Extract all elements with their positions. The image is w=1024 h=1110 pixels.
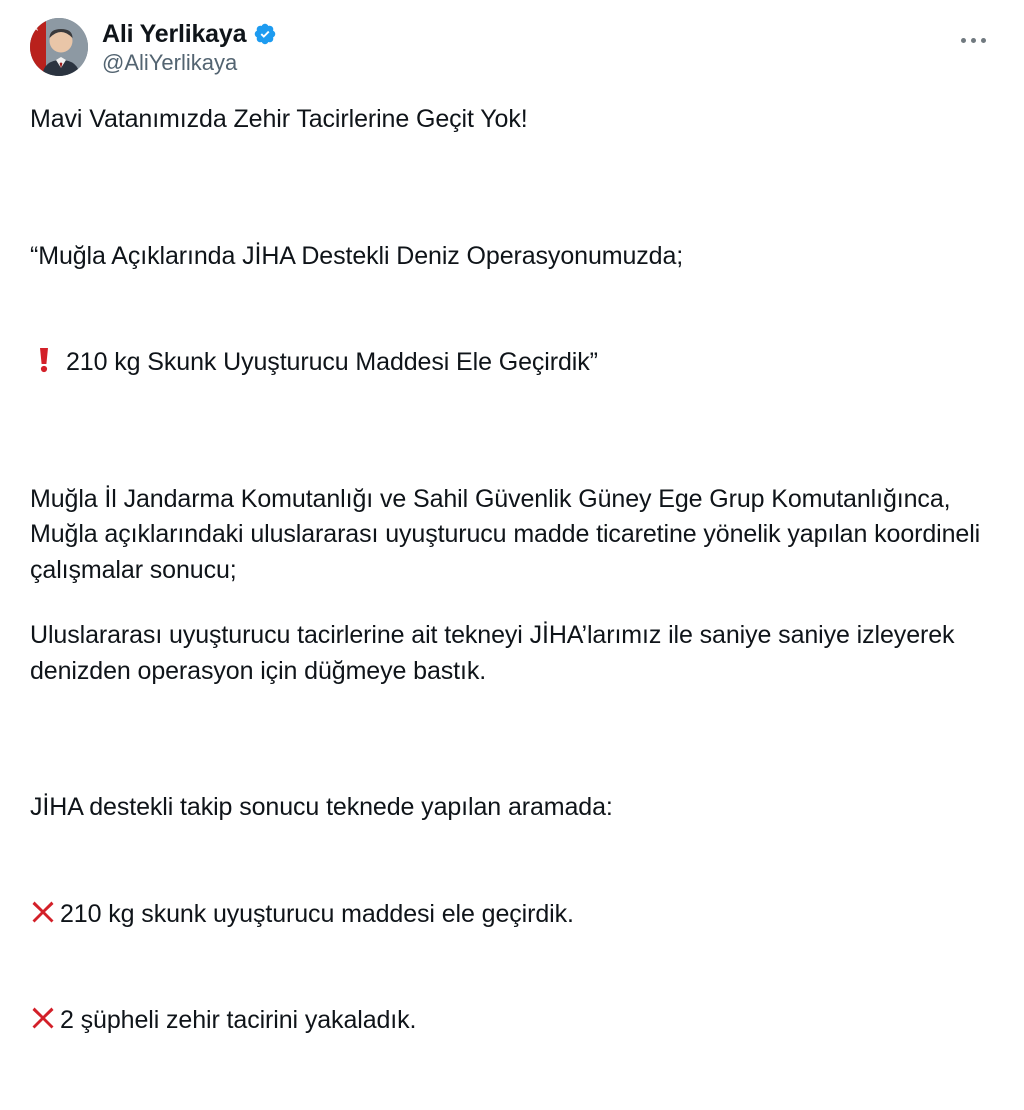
tweet-header [30, 18, 994, 76]
tweet-paragraph-1: Mavi Vatanımızda Zehir Tacirlerine Geçit Yok! [30, 105, 528, 134]
cross-mark-icon [30, 899, 56, 925]
author-name-block [102, 18, 277, 76]
handle: @AliYerlikaya [102, 50, 238, 75]
tweet-line-bullet-2-text: 2 şüpheli zehir tacirini yakaladık. [60, 1006, 417, 1035]
tweet-paragraph-5 [30, 719, 994, 1110]
avatar[interactable] [30, 18, 88, 76]
tweet-line-quote-open: “Muğla Açıklarında JİHA Destekli Deniz Operasyonumuzda; [30, 241, 684, 270]
exclamation-mark-icon [36, 347, 62, 373]
display-name-row[interactable] [102, 20, 277, 48]
more-dot-1 [961, 38, 966, 43]
tweet-paragraph-3: Muğla İl Jandarma Komutanlığı ve Sahil Güvenlik Güney Ege Grup Komutanlığınca, Muğla açıklarındaki uluslararası uyuşturucu madde ticaretine yönelik yapılan koordineli çalışmalar sonucu; [30, 484, 987, 584]
cross-mark-icon [30, 1005, 56, 1031]
display-name: Ali Yerlikaya [102, 20, 247, 48]
tweet-line-bullet-1-text: 210 kg skunk uyuşturucu maddesi ele geçirdik. [60, 899, 574, 928]
more-dot-3 [981, 38, 986, 43]
tweet-line-seizure [30, 345, 994, 381]
tweet-line-bullet-2 [30, 1003, 994, 1039]
tweet-text [30, 102, 994, 1110]
tweet-line-search-result: JİHA destekli takip sonucu teknede yapılan aramada: [30, 793, 613, 822]
tweet-line-bullet-1 [30, 897, 994, 933]
more-dot-2 [971, 38, 976, 43]
tweet-paragraph-4: Uluslararası uyuşturucu tacirlerine ait tekneyi JİHA’larımız ile saniye saniye izleyerek denizden operasyon için düğmeye bastık. [30, 621, 962, 685]
tweet-paragraph-2 [30, 168, 994, 452]
verified-badge-icon [253, 22, 277, 46]
tweet-line-seizure-text: 210 kg Skunk Uyuşturucu Maddesi Ele Geçirdik” [66, 348, 598, 377]
more-options-button[interactable] [954, 26, 992, 54]
